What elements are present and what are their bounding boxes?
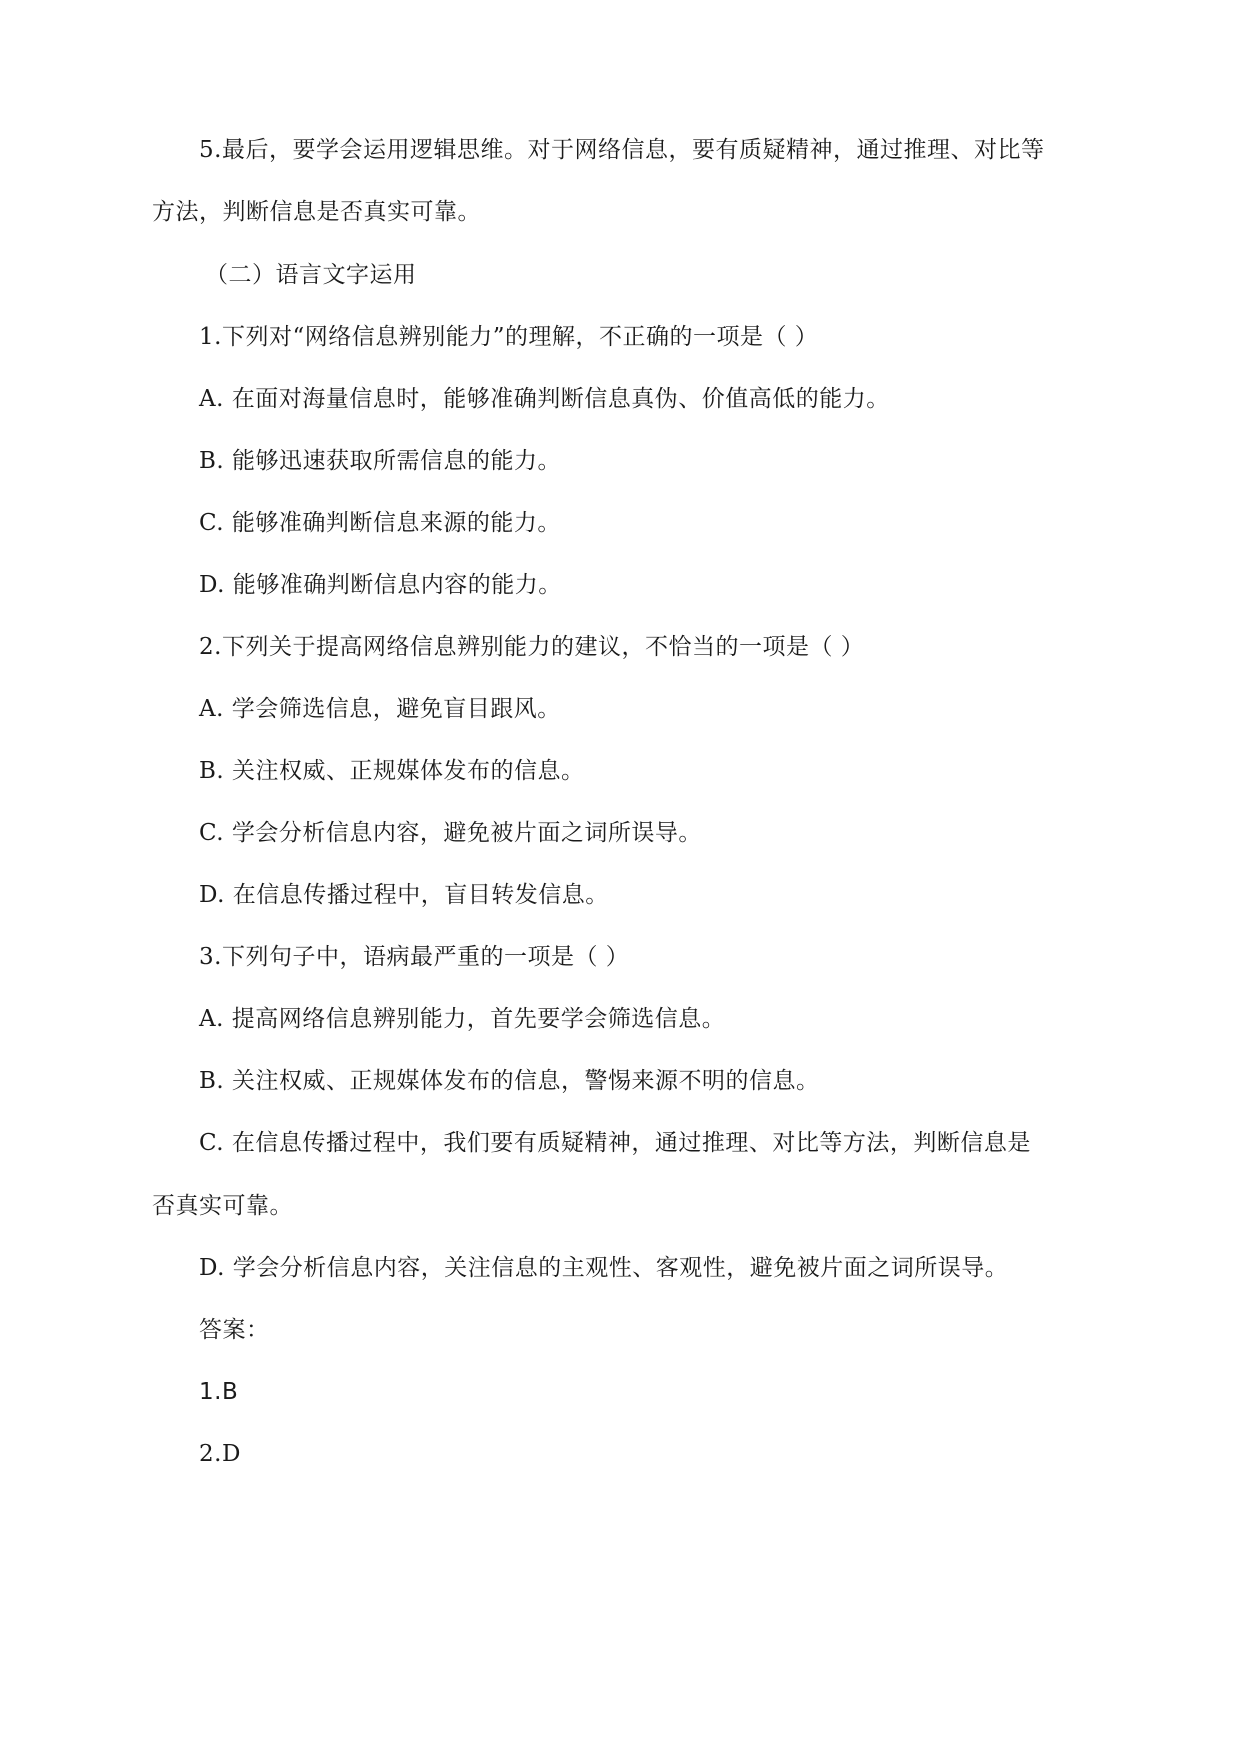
question-3-stem: 3.下列句子中，语病最严重的一项是（ ） [199,944,630,970]
question-3-option-a: A. 提高网络信息辨别能力，首先要学会筛选信息。 [199,1006,726,1032]
question-3-option-b: B. 关注权威、正规媒体发布的信息，警惕来源不明的信息。 [199,1068,820,1094]
question-2-option-c: C. 学会分析信息内容，避免被片面之词所误导。 [199,820,702,846]
question-2-option-d: D. 在信息传播过程中，盲目转发信息。 [199,882,609,908]
question-1-option-a: A. 在面对海量信息时，能够准确判断信息真伪、价值高低的能力。 [199,386,890,412]
answers-heading: 答案： [199,1317,270,1343]
question-1-option-b: B. 能够迅速获取所需信息的能力。 [199,448,562,474]
paragraph-5-line-1: 5.最后，要学会运用逻辑思维。对于网络信息，要有质疑精神，通过推理、对比等 [199,137,1045,163]
question-3-option-c-line-2: 否真实可靠。 [152,1193,293,1219]
question-3-option-d: D. 学会分析信息内容，关注信息的主观性、客观性，避免被片面之词所误导。 [199,1255,1009,1281]
question-1-stem: 1.下列对“网络信息辨别能力”的理解，不正确的一项是（ ） [199,324,819,350]
answer-1: 1.B [199,1379,239,1405]
question-2-stem: 2.下列关于提高网络信息辨别能力的建议，不恰当的一项是（ ） [199,634,865,660]
section-heading: （二）语言文字运用 [205,262,417,288]
paragraph-5-line-2: 方法，判断信息是否真实可靠。 [152,199,481,225]
question-1-option-d: D. 能够准确判断信息内容的能力。 [199,572,562,598]
question-1-option-c: C. 能够准确判断信息来源的能力。 [199,510,561,536]
question-2-option-b: B. 关注权威、正规媒体发布的信息。 [199,758,585,784]
question-2-option-a: A. 学会筛选信息，避免盲目跟风。 [199,696,561,722]
question-3-option-c-line-1: C. 在信息传播过程中，我们要有质疑精神，通过推理、对比等方法，判断信息是 [199,1130,1031,1156]
answer-2: 2.D [199,1441,241,1467]
